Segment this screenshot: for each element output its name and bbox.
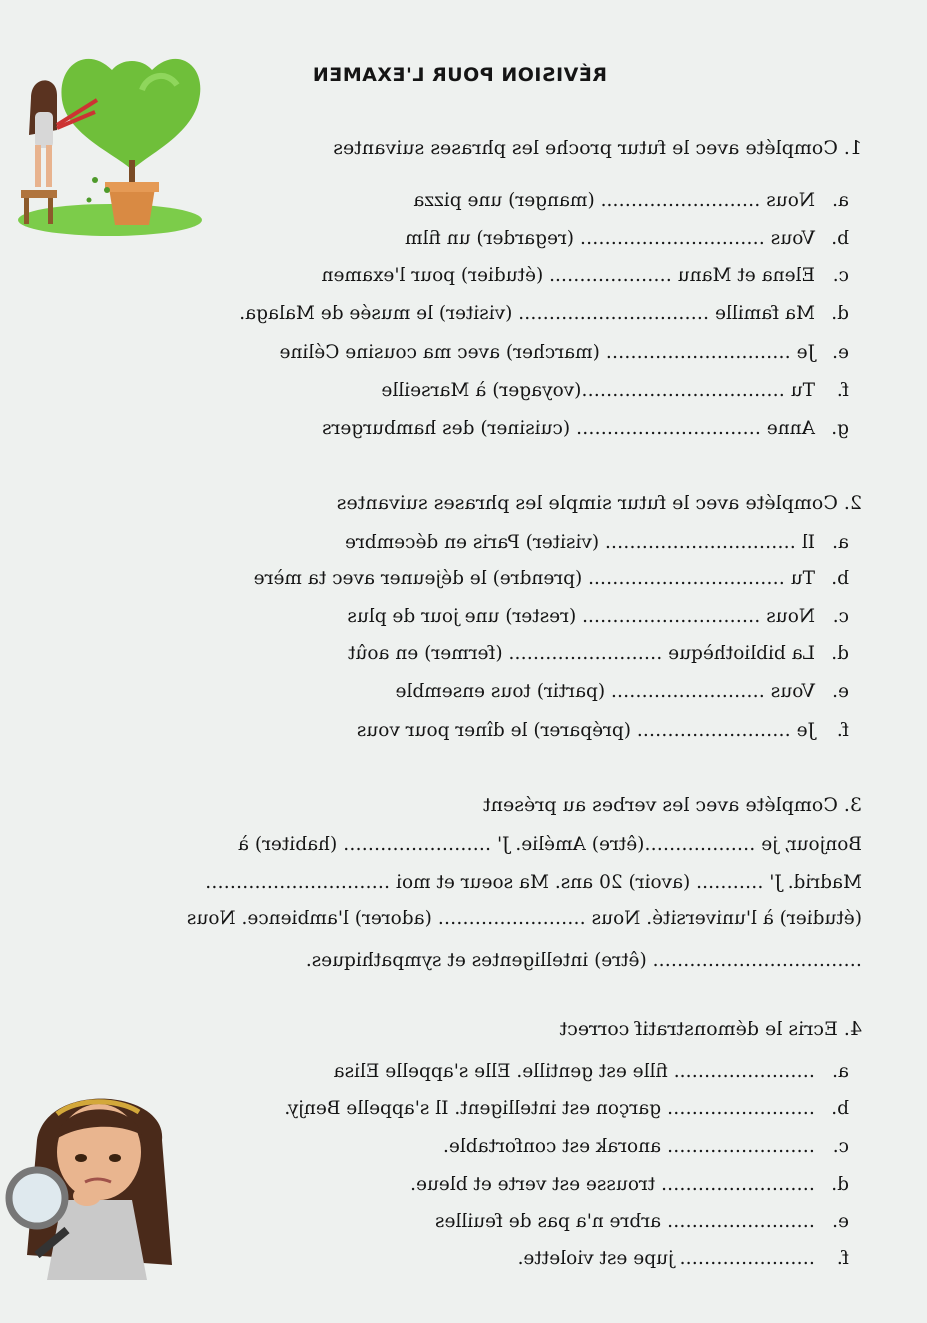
item-text: Vous ………………………… (regarder) un film (405, 228, 815, 249)
item-text: Ma famille …………………………. (visiter) le musée de Malaga. (239, 303, 815, 324)
item-letter: b. (831, 228, 849, 249)
list-item (413, 190, 849, 211)
list-item (396, 681, 850, 702)
item-text: Je ……………………. (préparer) le dîner pour vous (356, 720, 815, 741)
list-item (322, 265, 849, 286)
list-item (381, 380, 849, 401)
item-letter: a. (832, 190, 849, 211)
list-item (334, 1061, 849, 1082)
item-letter: b. (831, 568, 849, 589)
item-text: ………………….. fille est gentille. Elle s'appelle Elisa (333, 1061, 815, 1082)
item-letter: a. (832, 532, 849, 553)
item-letter: c. (832, 606, 849, 627)
list-item (254, 568, 849, 589)
item-letter: d. (831, 1174, 849, 1195)
item-letter: e. (832, 681, 849, 702)
item-text: Nous …………………….. (manger) une pizza (413, 190, 815, 211)
item-letter: c. (832, 1136, 849, 1157)
paragraph-line: Bonjour, je ………………(être) Amélie. J' …………………… (habiter) à (238, 834, 862, 855)
section-4-heading: 4. Ecris le démonstratif correct (559, 1018, 862, 1040)
paragraph-line: ……………………………. (être) intelligentes et sympathiques. (305, 950, 862, 971)
item-text: La bibliothèque ……………………. (fermer) en août (348, 643, 815, 664)
item-letter: f. (836, 720, 849, 741)
item-letter: c. (832, 265, 849, 286)
item-text: Elena et Manu ……………….. (étudier) pour l'examen (321, 265, 815, 286)
item-letter: e. (832, 342, 849, 363)
item-text: …………………… garçon est intelligent. Il s'appelle Benjy. (284, 1098, 815, 1119)
item-text: Tu ……………………………(voyager) à Marseille (381, 380, 815, 401)
item-text: Il …………………………. (visiter) Paris en décembre (345, 532, 815, 553)
paragraph-line: (étudier) à l'université. Nous …………………… (adorer) l'ambience. Nous (186, 908, 862, 929)
paragraph-line: Madrid. J' ……….. (avoir) 20 ans. Ma soeur et moi ………………………… (205, 872, 862, 893)
list-item (345, 532, 849, 553)
item-letter: f. (836, 1248, 849, 1269)
section-1-heading: 1. Compléte avec le futur proche les phrases suivantes (333, 137, 862, 159)
item-letter: d. (831, 303, 849, 324)
item-text: Anne ………………………… (cuisiner) des hamburgers (322, 418, 815, 439)
item-letter: g. (831, 418, 849, 439)
list-item (435, 1211, 849, 1232)
item-letter: d. (831, 643, 849, 664)
list-item (357, 720, 849, 741)
list-item (239, 303, 849, 324)
item-letter: b. (831, 1098, 849, 1119)
list-item (405, 228, 849, 249)
list-item (348, 643, 849, 664)
item-text: …………………… anorak est confortable. (443, 1136, 815, 1157)
item-text: Nous ……………………….. (rester) une jour de plus (347, 606, 815, 627)
item-text: Tu ………………………….. (prendre) le déjeuner avec ta mère (253, 568, 815, 589)
item-text: …………………. jupe est violette. (517, 1248, 815, 1269)
list-item (410, 1174, 849, 1195)
item-text: Vous ……………………. (partir) tous ensemble (395, 681, 815, 702)
item-text: …………………… arbre n'a pas de feuilles (435, 1211, 815, 1232)
section-2-heading: 2. Compléte avec le futur simple les phrases suivantes (336, 492, 862, 514)
item-letter: e. (832, 1211, 849, 1232)
item-text: Je ………………………… (marcher) avec ma cousine Céline (279, 342, 815, 363)
list-item (518, 1248, 849, 1269)
list-item (347, 606, 849, 627)
item-letter: a. (832, 1061, 849, 1082)
girl-with-magnifying-glass-icon (12, 1080, 187, 1280)
item-letter: f. (836, 380, 849, 401)
list-item (322, 418, 849, 439)
list-item (280, 342, 849, 363)
section-3-heading: 3. Compléte avec les verbes au présent (483, 794, 862, 816)
item-text: ……………………. trousse est verte et bleue. (410, 1174, 815, 1195)
list-item (443, 1136, 849, 1157)
page-title: RÉVISION POUR L'EXAMEN (312, 64, 607, 86)
list-item (284, 1098, 849, 1119)
girl-trimming-heart-tree-icon (12, 40, 207, 240)
